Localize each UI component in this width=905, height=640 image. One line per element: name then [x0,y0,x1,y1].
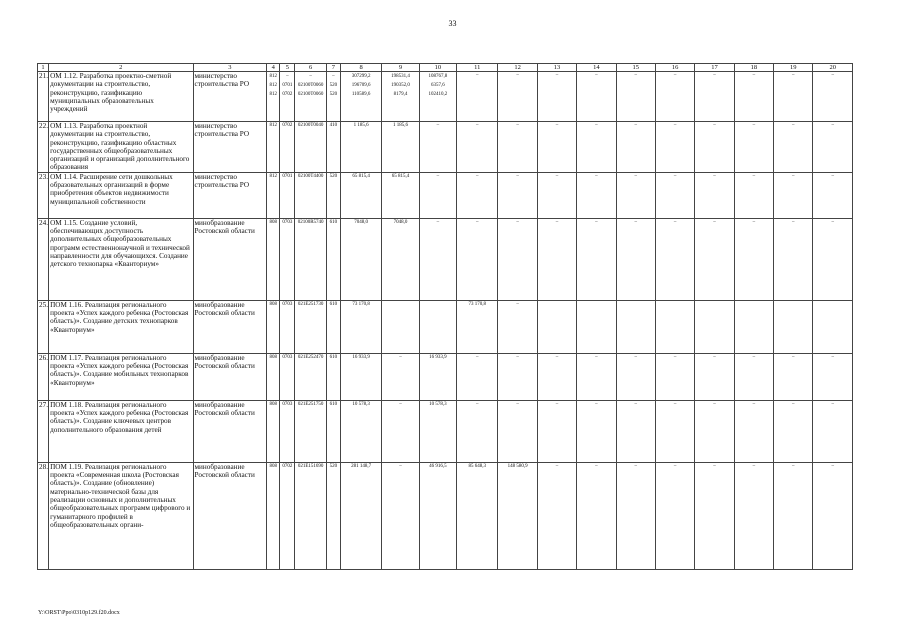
year-value: – [655,462,694,569]
cell-value: 812 [269,83,278,88]
file-path-footer: Y:\ORST\Ppo\0310p129.f20.docx [38,610,120,616]
year-value [695,300,734,353]
header-cell: 15 [616,64,655,72]
measure-name: ПОМ 1.16. Реализация регионального проекта «Успех каждого ребенка (Ростовская область)». Создание детских технопарков «Кванториум» [49,300,193,353]
header-cell: 18 [734,64,773,72]
cell-value: 6357,6 [430,83,445,88]
cell-value: 520 [329,92,338,97]
value-c6 [295,72,326,122]
year-value: – [813,353,853,400]
year-value: – [537,122,576,173]
cell-value: 812 [269,74,278,79]
cell-value: 0701 [282,83,293,88]
year-value: – [695,172,734,218]
value-c4: 808 [267,353,280,400]
year-value: – [774,122,813,173]
header-cell: 19 [774,64,813,72]
cell-value: – [332,74,335,79]
header-cell: 10 [419,64,456,72]
year-value: – [577,218,616,300]
header-cell: 9 [382,64,419,72]
cell-value: 0702 [282,92,293,97]
value-c6: 02100Т4400 [295,172,326,218]
value-c8: 1 185,6 [340,122,381,173]
value-c8: 16 933,9 [340,353,381,400]
value-c5: 0703 [280,218,295,300]
value-c5: 0703 [280,400,295,462]
value-c7: 610 [326,218,340,300]
cell-value: 812 [269,92,278,97]
value-c5 [280,72,295,122]
year-value: – [616,462,655,569]
value-c6: 021E251750 [295,400,326,462]
value-c8: 73 170,8 [340,300,381,353]
value-c10: 16 933,9 [419,353,456,400]
cell-value: 198531,4 [391,74,410,79]
year-value: – [616,122,655,173]
year-value: – [577,462,616,569]
year-value: – [655,122,694,173]
value-c10: 10 578,3 [419,400,456,462]
header-cell: 5 [280,64,295,72]
year-value: – [537,353,576,400]
row-number: 27. [38,400,49,462]
row-number: 28. [38,462,49,569]
year-value: – [655,72,694,122]
value-c4: 808 [267,300,280,353]
value-c6: 021E151690 [295,462,326,569]
row-number: 21. [38,72,49,122]
row-number: 23. [38,172,49,218]
year-value: – [813,462,853,569]
value-c7: 610 [326,300,340,353]
value-c8: 7048,0 [340,218,381,300]
executor: минобразование Ростовской области [193,300,267,353]
value-c6: 021E252470 [295,353,326,400]
value-c10 [419,300,456,353]
year-value: – [774,462,813,569]
header-cell: 2 [49,64,193,72]
executor: минобразование Ростовской области [193,400,267,462]
year-value: – [655,400,694,462]
year-value: – [734,353,773,400]
value-c10: – [419,122,456,173]
year-value: – [695,72,734,122]
cell-value: 110589,6 [351,92,371,97]
year-value [734,300,773,353]
value-c7: 520 [326,462,340,569]
value-c4: 812 [267,122,280,173]
header-row [38,64,853,72]
year-value: – [537,462,576,569]
executor: минобразование Ростовской области [193,353,267,400]
year-value: – [457,72,498,122]
year-value: 148 580,9 [498,462,537,569]
year-value: – [813,72,853,122]
cell-value: 108767,8 [428,74,448,79]
year-value: – [774,172,813,218]
year-value: – [457,353,498,400]
year-value: – [813,172,853,218]
value-c5: 0703 [280,353,295,400]
value-c9: 1 185,6 [382,122,419,173]
executor: минобразование Ростовской области [193,462,267,569]
year-value: – [457,218,498,300]
table-row [38,72,853,122]
year-value: – [695,400,734,462]
year-value: – [616,72,655,122]
header-cell: 6 [295,64,326,72]
executor: министерство строительства РО [193,72,267,122]
value-c7: 610 [326,400,340,462]
cell-value: – [309,74,312,79]
year-value: – [537,172,576,218]
year-value [655,300,694,353]
year-value [813,300,853,353]
year-value: – [537,218,576,300]
cell-value: 520 [329,83,338,88]
value-c8: 65 815,4 [340,172,381,218]
header-cell: 3 [193,64,267,72]
row-number: 22. [38,122,49,173]
year-value: – [655,218,694,300]
year-value: – [537,400,576,462]
value-c6: 02100R5740 [295,218,326,300]
value-c10 [419,72,456,122]
value-c9: 7048,0 [382,218,419,300]
table-row [38,462,853,569]
cell-value: 02100Т0060 [297,83,324,88]
table-row [38,218,853,300]
year-value: – [457,122,498,173]
year-value: – [655,353,694,400]
year-value: – [577,172,616,218]
header-cell: 8 [340,64,381,72]
year-value: – [498,300,537,353]
year-value: 85 648,3 [457,462,498,569]
value-c8 [340,72,381,122]
value-c4 [267,72,280,122]
year-value [537,300,576,353]
value-c10: 46 916,5 [419,462,456,569]
header-cell: 12 [498,64,537,72]
value-c7: 610 [326,353,340,400]
measure-name: ПОМ 1.18. Реализация регионального проекта «Успех каждого ребенка (Ростовская область)». Создание ключевых центров дополнительного образования детей [49,400,193,462]
cell-value: 307299,2 [351,74,371,79]
year-value: – [577,400,616,462]
value-c5: 0701 [280,172,295,218]
value-c5: 0703 [280,300,295,353]
measure-name: ОМ 1.12. Разработка проектно-сметной документации на строительство, реконструкцию, газификацию муниципальных образовательных учреждений [49,72,193,122]
measure-name: ОМ 1.15. Создание условий, обеспечивающих доступность дополнительных общеобразовательных программ естественнонаучной и технической направленности для обучающихся. Создание детского технопарка «Кванториум» [49,218,193,300]
year-value: – [498,172,537,218]
year-value: – [577,122,616,173]
year-value: – [577,72,616,122]
header-cell: 20 [813,64,853,72]
year-value: – [734,400,773,462]
header-cell: 14 [577,64,616,72]
year-value: – [498,122,537,173]
value-c6: 02100Т0040 [295,122,326,173]
table-row [38,300,853,353]
table-row [38,353,853,400]
row-number: 25. [38,300,49,353]
table-row [38,122,853,173]
year-value: – [734,462,773,569]
value-c7: 410 [326,122,340,173]
year-value: – [813,400,853,462]
year-value: – [616,218,655,300]
year-value: – [457,400,498,462]
value-c8: 281 148,7 [340,462,381,569]
cell-value: 8179,4 [393,92,408,97]
value-c10: – [419,172,456,218]
year-value: – [813,218,853,300]
measure-name: ОМ 1.14. Расширение сети дошкольных образовательных организаций в форме приобретения объектов недвижимости муниципальной собственности [49,172,193,218]
header-cell: 11 [457,64,498,72]
year-value: – [457,172,498,218]
year-value: – [813,122,853,173]
value-c9: 65 815,4 [382,172,419,218]
header-cell: 4 [267,64,280,72]
year-value: – [577,353,616,400]
value-c7: 520 [326,172,340,218]
year-value: 73 170,8 [457,300,498,353]
executor: министерство строительства РО [193,122,267,173]
executor: министерство строительства РО [193,172,267,218]
year-value: – [498,218,537,300]
value-c9 [382,300,419,353]
value-c8: 10 578,3 [340,400,381,462]
value-c9: – [382,462,419,569]
executor: минобразование Ростовской области [193,218,267,300]
cell-value: 02100Т0060 [297,92,324,97]
value-c9: – [382,400,419,462]
cell-value: 190352,0 [391,83,410,88]
header-cell: 7 [326,64,340,72]
year-value: – [734,122,773,173]
year-value [774,300,813,353]
header-cell: 16 [655,64,694,72]
year-value: – [655,172,694,218]
table-row [38,172,853,218]
row-number: 24. [38,218,49,300]
value-c4: 808 [267,218,280,300]
year-value: – [498,400,537,462]
value-c5: 0702 [280,462,295,569]
value-c4: 808 [267,400,280,462]
table-row [38,400,853,462]
year-value: – [774,353,813,400]
year-value: – [774,72,813,122]
year-value: – [695,462,734,569]
value-c9: – [382,353,419,400]
year-value: – [537,72,576,122]
value-c10: – [419,218,456,300]
year-value [616,300,655,353]
measure-name: ПОМ 1.17. Реализация регионального проекта «Успех каждого ребенка (Ростовская область)». Создание мобильных технопарков «Кванториум» [49,353,193,400]
cell-value: 196709,6 [351,83,371,88]
cell-value: 102410,2 [428,92,448,97]
header-cell: 17 [695,64,734,72]
page-number: 33 [448,19,457,28]
value-c7 [326,72,340,122]
year-value [577,300,616,353]
measure-name: ОМ 1.13. Разработка проектной документации на строительство, реконструкцию, газификацию областных государственных общеобразовательных организаций и организаций дополнительного образования [49,122,193,173]
value-c4: 808 [267,462,280,569]
budget-table [37,63,853,570]
header-cell: 1 [38,64,49,72]
year-value: – [498,72,537,122]
year-value: – [695,353,734,400]
cell-value: – [286,74,289,79]
value-c5: 0702 [280,122,295,173]
year-value: – [616,172,655,218]
value-c9 [382,72,419,122]
value-c6: 021E251730 [295,300,326,353]
year-value: – [695,218,734,300]
measure-name: ПОМ 1.19. Реализация регионального проекта «Современная школа (Ростовская область)». Создание (обновление) материально-технической базы для реализации основных и дополнительных общеобразовательных программ цифрового и гуманитарного профилей в общеобразовательных органи- [49,462,193,569]
year-value: – [774,400,813,462]
value-c4: 812 [267,172,280,218]
year-value: – [695,122,734,173]
year-value: – [734,218,773,300]
year-value: – [774,218,813,300]
year-value: – [616,400,655,462]
row-number: 26. [38,353,49,400]
header-cell: 13 [537,64,576,72]
year-value: – [498,353,537,400]
year-value: – [734,172,773,218]
year-value: – [616,353,655,400]
year-value: – [734,72,773,122]
